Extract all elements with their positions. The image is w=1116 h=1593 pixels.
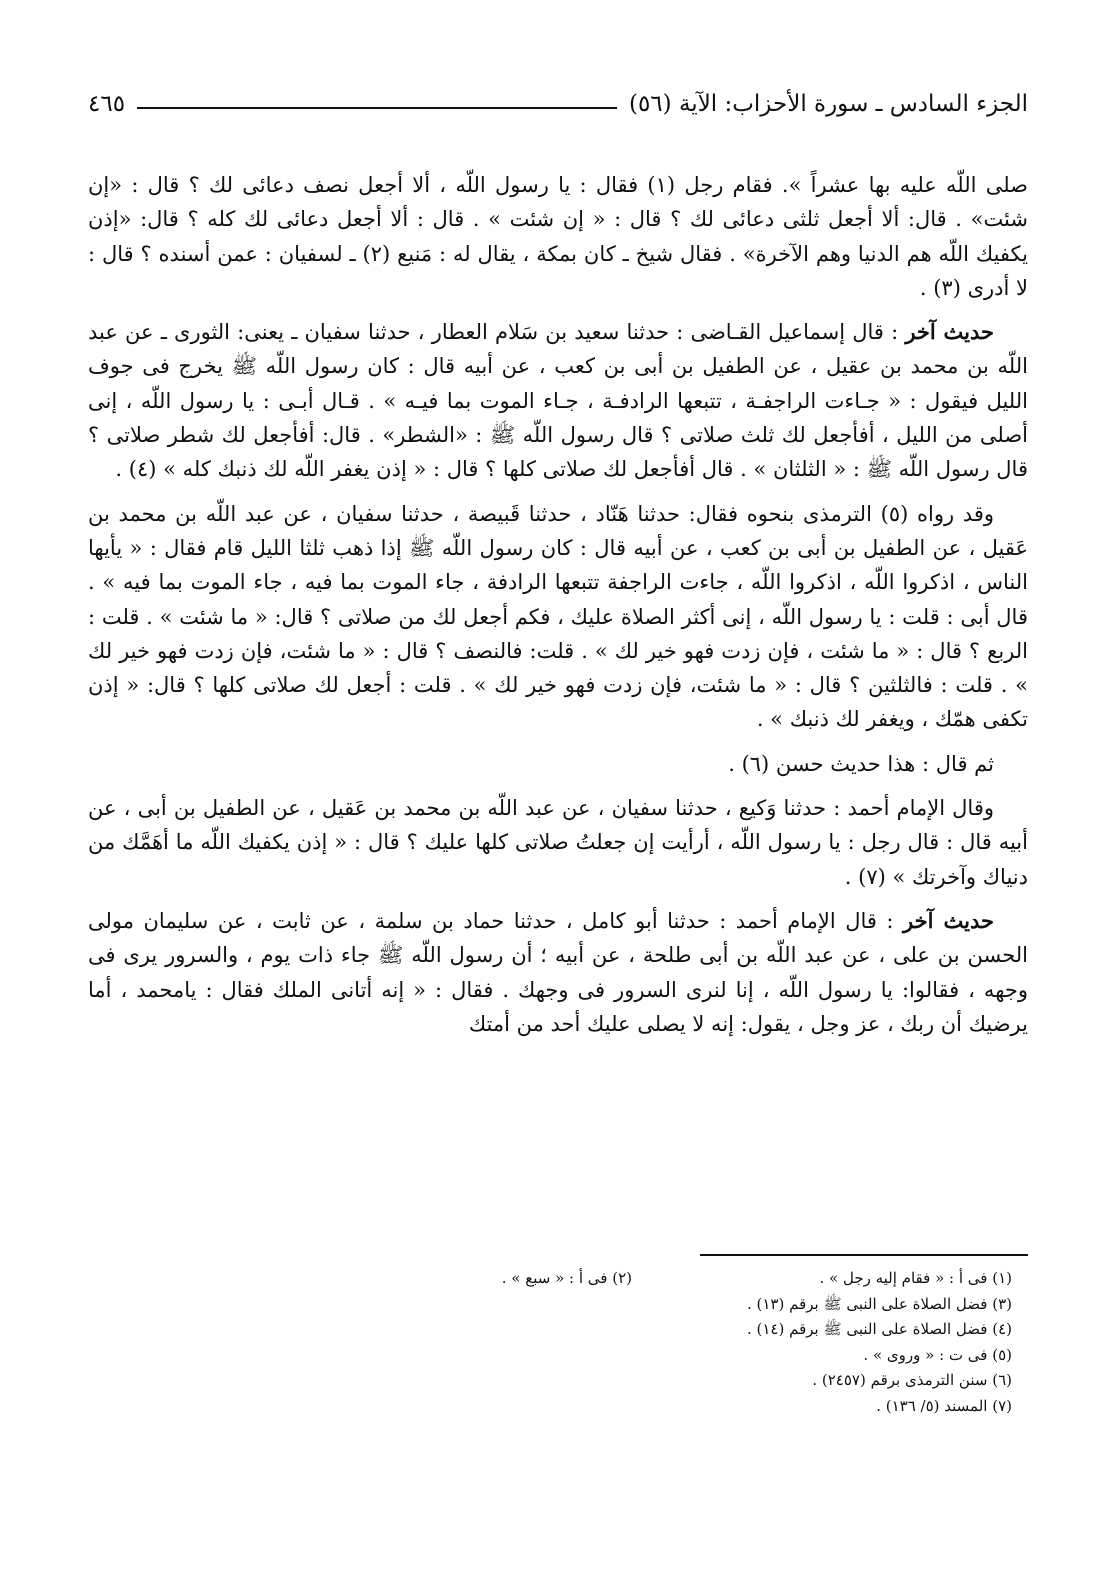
paragraph-lead: حديث آخر xyxy=(905,319,994,345)
footnotes xyxy=(200,1266,1012,1419)
paragraph-text: ثم قال : هذا حديث حسن (٦) . xyxy=(728,751,994,776)
paragraph xyxy=(88,315,1028,486)
paragraph xyxy=(88,747,1028,781)
paragraph-text: وقد رواه (٥) الترمذى بنحوه فقال: حدثنا هَنّاد ، حدثنا قَبيصة ، حدثنا سفيان ، عن عبد اللّه بن محمد بن عَقيل ، عن الطفيل بن أبى بن كعب ، عن أبيه قال : كان رسول اللّه ﷺ إذا ذهب ثلثا الليل قام فقال : « يأيها الناس ، اذكروا اللّه ، اذكروا اللّه ، جاءت الراجفة تتبعها الرادفة ، جاء الموت بما فيه ، جاء الموت بما فيه » . قال أبى : قلت : يا رسول اللّه ، إنى أكثر الصلاة عليك ، فكم أجعل لك من صلاتى ؟ قال: « ما شئت » . قلت : الربع ؟ قال : « ما شئت ، فإن زدت فهو خير لك » . قلت: فالنصف ؟ قال : « ما شئت، فإن زدت فهو خير لك » . قلت : فالثلثين ؟ قال : « ما شئت، فإن زدت فهو خير لك » . قلت : أجعل لك صلاتى كلها ؟ قال: « إذن تكفى همّك ، ويغفر لك ذنبك » . xyxy=(88,501,1028,732)
page-number: ٤٦٥ xyxy=(88,91,126,117)
paragraph xyxy=(88,497,1028,737)
footnote-rule xyxy=(700,1254,1028,1256)
paragraph-text: : قال الإمام أحمد : حدثنا أبو كامل ، حدثنا حماد بن سلمة ، عن ثابت ، عن سليمان مولى الحسن بن على ، عن عبد اللّه بن أبى طلحة ، عن أبيه ؛ أن رسول اللّه ﷺ جاء ذات يوم ، والسرور يرى فى وجهه ، فقالوا: يا رسول اللّه ، إنا لنرى السرور فى وجهك . فقال : « إنه أتانى الملك فقال : يامحمد ، أما يرضيك أن ربك ، عز وجل ، يقول: إنه لا يصلى عليك أحد من أمتك xyxy=(88,908,1028,1036)
footnote: (٦) سنن الترمذى برقم (٢٤٥٧) . xyxy=(812,1371,1012,1389)
header-rule xyxy=(137,107,617,109)
footnote: (١) فى أ : « فقام إليه رجل » . xyxy=(819,1269,1012,1287)
paragraph-text: : قال إسماعيل القـاضى : حدثنا سعيد بن سَلام العطار ، حدثنا سفيان ـ يعنى: الثورى ـ عن عبد اللّه بن محمد بن عقيل ، عن الطفيل بن أبى بن كعب ، عن أبيه قال : كان رسول اللّه ﷺ يخرج فى جوف الليل فيقول : « جـاءت الراجفـة ، تتبعها الرادفـة ، جـاء الموت بما فيـه » . قـال أبـى : يا رسول اللّه ، إنى أصلى من الليل ، أفأجعل لك ثلث صلاتى ؟ قال رسول اللّه ﷺ : «الشطر» . قال: أفأجعل لك شطر صلاتى ؟ قال رسول اللّه ﷺ : « الثلثان » . قال أفأجعل لك صلاتى كلها ؟ قال : « إذن يغفر اللّه لك ذنبك كله » (٤) . xyxy=(88,320,1028,482)
footnote-row xyxy=(200,1292,1012,1318)
paragraph-text: صلى اللّه عليه بها عشراً ». فقام رجل (١) فقال : يا رسول اللّه ، ألا أجعل نصف دعائى لك ؟ قال : «إن شئت» . قال: ألا أجعل ثلثى دعائى لك ؟ قال : « إن شئت » . قال : ألا أجعل دعائى لك كله ؟ قال: «إذن يكفيك اللّه هم الدنيا وهم الآخرة» . فقال شيخ ـ كان بمكة ، يقال له : مَنيع (٢) ـ لسفيان : عمن أسنده ؟ قال : لا أدرى (٣) . xyxy=(88,173,1029,300)
footnote: (٥) فى ت : « وروى » . xyxy=(863,1345,1012,1364)
footnote-row xyxy=(200,1368,1012,1394)
running-title: الجزء السادس ـ سورة الأحزاب: الآية (٥٦) xyxy=(628,91,1028,117)
paragraph xyxy=(88,168,1028,305)
paragraph-lead: حديث آخر xyxy=(903,907,995,933)
paragraph xyxy=(88,904,1028,1041)
footnote-row xyxy=(200,1266,1012,1292)
footnote-row xyxy=(200,1343,1012,1369)
footnote: (٧) المسند (٥/ ١٣٦) . xyxy=(876,1396,1012,1415)
footnote-row xyxy=(200,1394,1012,1420)
footnote: (٤) فضل الصلاة على النبى ﷺ برقم (١٤) . xyxy=(746,1320,1012,1338)
footnote-row xyxy=(200,1317,1012,1343)
paragraph-text: وقال الإمام أحمد : حدثنا وَكيع ، حدثنا سفيان ، عن عبد اللّه بن محمد بن عَقيل ، عن الطفيل بن أبى ، عن أبيه قال : قال رجل : يا رسول اللّه ، أرأيت إن جعلتُ صلاتى كلها عليك ؟ قال : « إذن يكفيك اللّه ما أهَمَّك من دنياك وآخرتك » (٧) . xyxy=(88,796,1028,889)
main-text xyxy=(88,168,1028,1051)
page-header xyxy=(88,84,1028,124)
footnote: (٢) فى أ : « سبع » . xyxy=(501,1269,632,1287)
footnote: (٣) فضل الصلاة على النبى ﷺ برقم (١٣) . xyxy=(746,1294,1012,1313)
paragraph xyxy=(88,791,1028,894)
